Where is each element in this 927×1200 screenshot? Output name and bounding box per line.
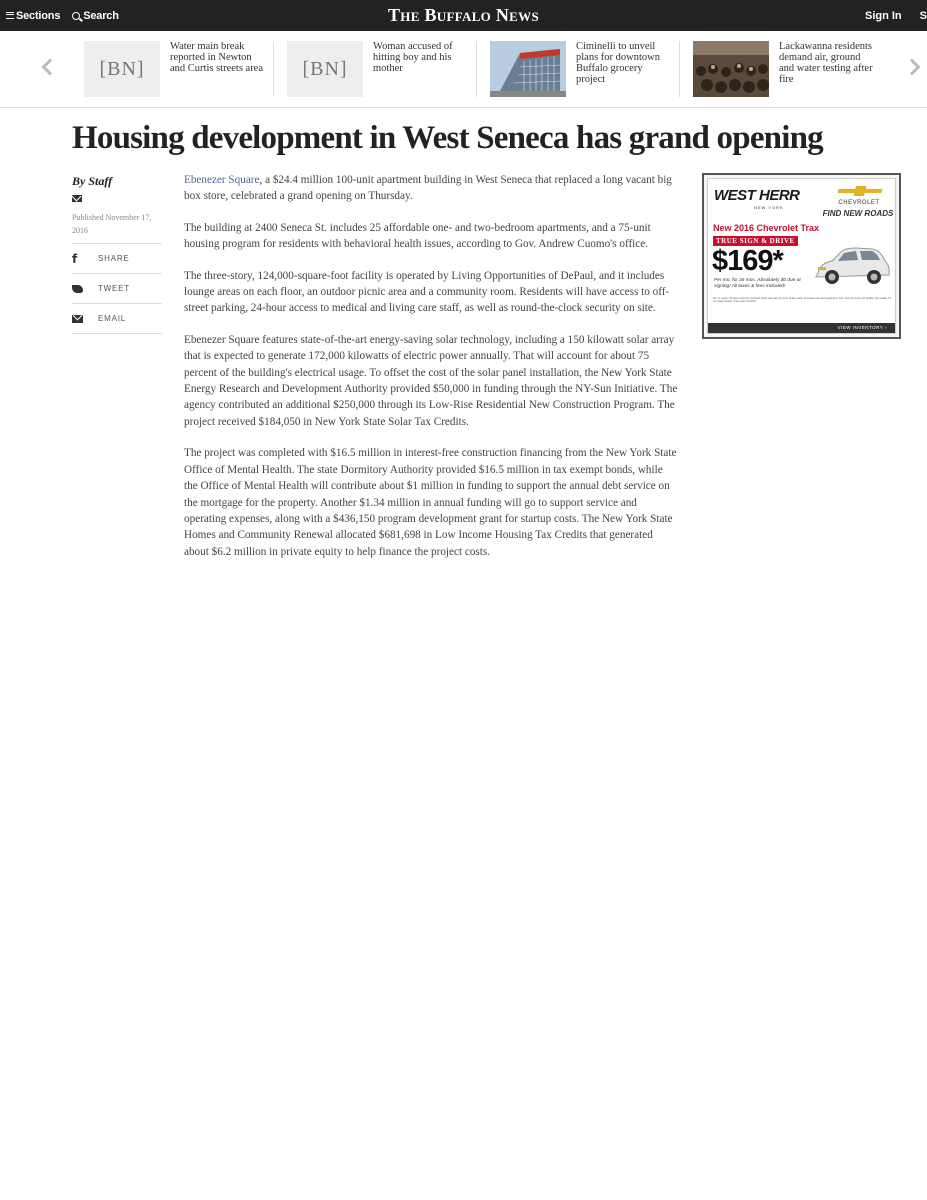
article-paragraph: The project was completed with $16.5 million in interest-free construction financing from the New York State Office of Mental Health. The state Dormitory Authority provided $16.5 million in tax exempt bonds, while the Office of Mental Health will contribute about $1 million in funding to support the annual debt service on the mortgage for the property. Another $1.34 million in annual funding will go to support service and operating expenses, along with a $436,150 program development grant for startup costs. The New York State Homes and Community Renewal allocated $681,698 in Low Income Housing Tax Credits that generated about $6.2 million in private equity to help finance the project costs. [184,447,677,558]
ad-model: New 2016 Chevrolet Trax [713,223,820,233]
ad-dealer-sub: NEW YORK [754,205,784,210]
story-headline[interactable]: Lackawanna residents demand air, ground and water testing after fire [779,41,873,85]
carousel-next-button[interactable] [906,55,926,79]
article-paragraph: The three-story, 124,000-square-foot facility is operated by Living Opportunities of DePaul, and it includes lounge areas on each floor, an outdoor picnic area and a community room. Residents will have access to off-street parking, 24-hour access to medical and living care staff, as well as round-the-clock security on site. [184,269,670,315]
meeting-photo [693,41,769,97]
hamburger-icon [6,12,14,19]
car-image-icon [812,239,892,291]
email-author-icon[interactable] [72,195,82,202]
chevron-left-icon [42,59,59,76]
search-label: Search [83,9,119,22]
carousel-story[interactable] [84,41,264,98]
author-name[interactable]: By Staff [72,174,113,188]
sections-button[interactable] [6,10,60,22]
story-thumbnail: [BN] [84,41,160,97]
carousel-divider [476,41,477,97]
share-facebook-button[interactable] [72,244,162,274]
ad-tag: TRUE SIGN & DRIVE [713,236,798,246]
article-paragraph [184,172,678,205]
story-thumbnail [490,41,566,97]
advertisement[interactable] [702,173,901,339]
ad-dealer-logo: WEST HERR [714,187,800,204]
story-thumbnail [693,41,769,97]
story-headline[interactable]: Woman accused of hitting boy and his mother [373,41,453,74]
search-icon [72,12,80,20]
story-carousel [0,31,927,108]
article-body [184,172,678,575]
paragraph-text: , a $24.4 million 100-unit apartment building in West Seneca that replaced a long vacant big box store, celebrated a grand opening on Thursday. [184,174,672,203]
ad-content [707,178,896,334]
ad-slogan: FIND NEW ROADS [822,209,894,218]
email-label: EMAIL [98,314,127,323]
page-title: Housing development in West Seneca has grand opening [72,120,823,156]
building-photo [490,41,566,97]
carousel-divider [273,41,274,97]
share-twitter-button[interactable] [72,274,162,304]
top-nav-right [865,0,927,31]
story-thumbnail: [BN] [287,41,363,97]
carousel-divider [679,41,680,97]
carousel-story[interactable] [287,41,467,98]
ebenezer-square-link[interactable]: Ebenezer Square [184,174,260,186]
view-inventory-label: VIEW INVENTORY [837,325,884,330]
view-inventory-button[interactable]: VIEW INVENTORY › [708,323,895,333]
sign-in-link[interactable]: Sign In [864,9,902,22]
story-headline[interactable]: Water main break reported in Newton and Curtis streets area [170,41,264,74]
search-button[interactable] [72,10,119,22]
ad-make: CHEVROLET [838,200,880,206]
twitter-icon [72,282,98,296]
ad-price: $169* [712,245,783,277]
sections-label: Sections [16,9,61,22]
story-headline[interactable]: Ciminelli to unveil plans for downtown Buffalo grocery project [576,41,660,85]
top-nav-left [6,0,119,31]
email-icon [72,312,98,326]
article-paragraph: Ebenezer Square features state-of-the-art energy-saving solar technology, including a 150 kilowatt solar array that is expected to generate 172,000 kilowatts of electric power annually. That will account for about 75 percent of the building's electrical usage. To offset the cost of the solar panel installation, the New York State Energy Research and Development Authority provided $50,000 in funding through the NY-Sun Initiative. The agency contributed an additional $250,000 through its Low-Rise Residential New Construction Program. The project received $184,050 in New York State Solar Tax Credits. [184,333,678,428]
share-label: SHARE [98,254,130,263]
facebook-icon: f [72,251,78,266]
share-email-button[interactable] [72,304,162,334]
ad-terms: Per mo. for 36 mos. Absolutely $0 due at signing! All taxes & fees included! [714,278,801,289]
brand-logo[interactable]: The Buffalo News [388,5,539,25]
brand-logo-wrap [0,5,927,26]
ad-fine-print: 36 mo. lease, all taxes and fees included. Must take delivery from dealer stock. Excludes title and registration fees. Not all buyers will qualify. See dealer for complete details. Offer ends 11/30/16. [713,297,892,304]
chevrolet-bowtie-icon [837,186,884,196]
subscribe-link[interactable]: S [919,9,927,22]
top-nav-bar [0,0,927,31]
article-paragraph: The building at 2400 Seneca St. includes 25 affordable one- and two-bedroom apartments, and a 75-unit housing program for residents with behavioral health issues, according to Gov. Andrew Cuomo's office. [184,221,651,251]
carousel-story[interactable] [693,41,873,98]
published-date: Published November 17, 2016 [72,213,152,235]
byline-column [72,174,162,334]
carousel-prev-button[interactable] [38,55,58,79]
chevron-right-icon [904,59,921,76]
tweet-label: TWEET [98,284,130,293]
carousel-story[interactable] [490,41,670,98]
